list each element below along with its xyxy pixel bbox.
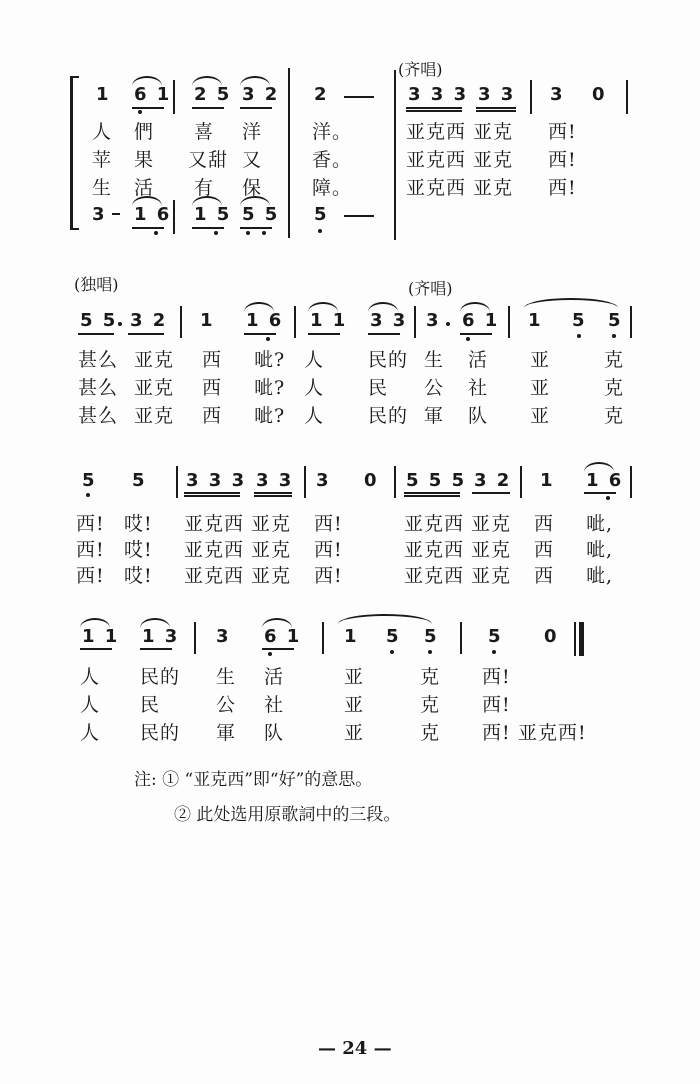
underline (192, 227, 224, 229)
note: 2 (314, 84, 329, 105)
note: 3 3 (478, 84, 516, 105)
lyric: 亚 (530, 405, 551, 427)
barline (173, 80, 175, 114)
lyric: 洋。 (312, 121, 353, 143)
lyric: 西 (202, 377, 223, 399)
lyric: 洋 (242, 121, 263, 143)
underline (404, 492, 460, 494)
lyric: 亚克 (134, 405, 175, 427)
lyric: 生 (216, 666, 237, 688)
note: 5 (132, 470, 147, 491)
lyric: 队 (264, 722, 285, 744)
lyric: 甚么 (78, 377, 119, 399)
note: 3 (216, 626, 231, 647)
slur (338, 614, 432, 624)
note: 5 5 (242, 204, 280, 225)
lyric: 克 (604, 349, 625, 371)
underline (460, 333, 492, 335)
dot (86, 493, 90, 497)
barline (394, 466, 396, 498)
note: 3 3 (370, 310, 408, 331)
underline (406, 110, 462, 112)
barline (288, 68, 290, 238)
note: 5 5 5 (406, 470, 467, 491)
slur (524, 298, 618, 308)
underline (254, 492, 292, 494)
barline (530, 80, 532, 114)
lyric: 西! (482, 722, 511, 744)
note: 3 (426, 310, 441, 331)
lyric: 亚克西 亚克 (406, 177, 514, 199)
lyric: 亚克西 亚克 (184, 565, 292, 587)
lyric: 呲? (254, 349, 286, 371)
barline (173, 200, 175, 234)
note: 5 (424, 626, 439, 647)
lyric: 亚克 (134, 349, 175, 371)
note: 5 (572, 310, 587, 331)
lyric: 呲? (254, 377, 286, 399)
underline (406, 107, 462, 109)
underline (404, 495, 460, 497)
dot (577, 334, 581, 338)
lyric: 西 (202, 349, 223, 371)
note: 3 (92, 204, 107, 225)
note: 0 (592, 84, 607, 105)
note: 1 6 (134, 204, 172, 225)
lyric: 亚 (344, 694, 365, 716)
underline (240, 227, 272, 229)
lyric: 西! (548, 121, 577, 143)
lyric: 哎! (124, 513, 153, 535)
lyric: 公 (424, 377, 445, 399)
note: 1 1 (82, 626, 120, 647)
lyric: 亚克西 亚克 (404, 565, 512, 587)
dot (446, 322, 450, 326)
underline (244, 333, 276, 335)
underline (132, 227, 164, 229)
note: 5 (386, 626, 401, 647)
lyric: 西 (534, 565, 555, 587)
note: 5 (488, 626, 503, 647)
note: 1 6 (246, 310, 284, 331)
lyric: 生 (424, 349, 445, 371)
lyric: 公 (216, 694, 237, 716)
lyric: 呲, (586, 565, 614, 587)
lyric: 甚么 (78, 349, 119, 371)
note: 5 (82, 470, 97, 491)
note: 2 5 (194, 84, 232, 105)
lyric: 西! (482, 694, 511, 716)
system-brace (70, 76, 79, 230)
lyric: 亚克西! (518, 722, 587, 744)
dot (428, 650, 432, 654)
underline (78, 333, 114, 335)
footnote-2: ② 此处选用原歌詞中的三段。 (174, 805, 401, 825)
dot (154, 231, 158, 235)
underline (368, 333, 400, 335)
lyric: 西 (534, 539, 555, 561)
lyric: 們 (134, 121, 155, 143)
slur (460, 302, 490, 312)
lyric: 克 (420, 666, 441, 688)
note: 6 1 (264, 626, 302, 647)
lyric: 人 (304, 349, 325, 371)
lyric: 呲, (586, 539, 614, 561)
lyric: 亚克 (134, 377, 175, 399)
slur (132, 196, 162, 206)
dot (246, 231, 250, 235)
lyric: 障。 (312, 177, 353, 199)
note: 5 5 (80, 310, 118, 331)
lyric: 亚克西 亚克 (406, 121, 514, 143)
lyric: 亚克西 亚克 (406, 149, 514, 171)
solo-label: (独唱) (74, 275, 119, 294)
lyric: 軍 (216, 722, 237, 744)
lyric: 西! (482, 666, 511, 688)
lyric: 人 (80, 722, 101, 744)
dash (344, 96, 374, 98)
note: 1 (528, 310, 543, 331)
slur (308, 302, 338, 312)
lyric: 社 (264, 694, 285, 716)
underline (254, 495, 292, 497)
lyric: 亚 (344, 666, 365, 688)
barline (520, 466, 522, 498)
lyric: 有 (194, 177, 215, 199)
underline (128, 333, 164, 335)
dot (268, 652, 272, 656)
note: 1 (344, 626, 359, 647)
slur (244, 302, 274, 312)
underline (140, 648, 172, 650)
note: 1 (96, 84, 111, 105)
note: 1 (200, 310, 215, 331)
dot (390, 650, 394, 654)
dot (262, 231, 266, 235)
lyric: 队 (468, 405, 489, 427)
lyric: 又甜 (188, 149, 229, 171)
lyric: 民 (140, 694, 161, 716)
lyric: 人 (304, 405, 325, 427)
final-barline-thick (579, 622, 584, 656)
underline (476, 110, 516, 112)
barline (176, 466, 178, 498)
lyric: 生 (92, 177, 113, 199)
lyric: 亚克西 亚克 (184, 539, 292, 561)
note: 0 (544, 626, 559, 647)
lyric: 克 (420, 694, 441, 716)
lyric: 哎! (124, 565, 153, 587)
slur (132, 76, 162, 86)
note: 3 (550, 84, 565, 105)
lyric: 喜 (194, 121, 215, 143)
dot (266, 337, 270, 341)
barline (322, 622, 324, 654)
underline (132, 107, 164, 109)
dash (344, 215, 374, 217)
barline (630, 466, 632, 498)
dot (492, 650, 496, 654)
lyric: 軍 (424, 405, 445, 427)
barline (626, 80, 628, 114)
lyric: 西 (202, 405, 223, 427)
note: 1 3 (142, 626, 180, 647)
lyric: 呲? (254, 405, 286, 427)
underline (584, 492, 616, 494)
lyric: 克 (604, 405, 625, 427)
page-number: — 24 — (318, 1038, 392, 1059)
lyric: 社 (468, 377, 489, 399)
chorus-label: (齐唱) (408, 279, 453, 298)
slur (240, 76, 270, 86)
note: 3 3 3 (408, 84, 469, 105)
lyric: 西! (76, 565, 105, 587)
dot (318, 229, 322, 233)
lyric: 亚克西 亚克 (404, 539, 512, 561)
lyric: 甚么 (78, 405, 119, 427)
barline (630, 306, 632, 338)
dot (118, 322, 122, 326)
lyric: 又 (242, 149, 263, 171)
underline (192, 107, 224, 109)
lyric: 西! (314, 539, 343, 561)
note: 1 1 (310, 310, 348, 331)
lyric: 克 (604, 377, 625, 399)
note: 5 (314, 204, 329, 225)
dot (606, 496, 610, 500)
lyric: 香。 (312, 149, 353, 171)
lyric: 人 (80, 694, 101, 716)
note: 3 2 (474, 470, 512, 491)
lyric: 亚 (530, 377, 551, 399)
lyric: 哎! (124, 539, 153, 561)
lyric: 保 (242, 177, 263, 199)
slur (140, 618, 170, 628)
lyric: 人 (92, 121, 113, 143)
slur (262, 618, 292, 628)
lyric: 亚克西 亚克 (404, 513, 512, 535)
lyric: 活 (264, 666, 285, 688)
barline (180, 306, 182, 338)
lyric: 西! (76, 539, 105, 561)
lyric: 克 (420, 722, 441, 744)
lyric: 西! (548, 149, 577, 171)
lyric: 呲, (586, 513, 614, 535)
barline (394, 70, 396, 240)
barline (414, 306, 416, 338)
lyric: 亚克西 亚克 (184, 513, 292, 535)
underline (184, 492, 240, 494)
lyric: 西! (76, 513, 105, 535)
dot (612, 334, 616, 338)
slur (192, 76, 222, 86)
note: 3 2 (242, 84, 280, 105)
slur (368, 302, 398, 312)
note: 6 1 (134, 84, 172, 105)
lyric: 民的 (140, 722, 181, 744)
note: 1 6 (586, 470, 624, 491)
slur (192, 196, 222, 206)
slur (240, 196, 270, 206)
lyric: 西! (314, 513, 343, 535)
note: 3 (316, 470, 331, 491)
barline (508, 306, 510, 338)
lyric: 人 (80, 666, 101, 688)
barline (304, 466, 306, 498)
lyric: 民 (368, 377, 389, 399)
final-barline-thin (574, 622, 576, 656)
lyric: 西 (534, 513, 555, 535)
lyric: 亚 (530, 349, 551, 371)
note: 1 (540, 470, 555, 491)
lyric: 民的 (368, 349, 409, 371)
note: 5 (608, 310, 623, 331)
underline (80, 648, 112, 650)
barline (294, 306, 296, 338)
lyric: 果 (134, 149, 155, 171)
dot (138, 110, 142, 114)
dot (214, 231, 218, 235)
slur (584, 462, 614, 472)
footnote-1: 注: ① “亚克西”即“好”的意思。 (134, 770, 373, 790)
underline (240, 107, 272, 109)
lyric: 西! (548, 177, 577, 199)
lyric: 苹 (92, 149, 113, 171)
slur (80, 618, 110, 628)
lyric: 民的 (368, 405, 409, 427)
dash (112, 213, 120, 215)
underline (308, 333, 340, 335)
underline (184, 495, 240, 497)
dot (466, 337, 470, 341)
underline (472, 492, 510, 494)
note: 6 1 (462, 310, 500, 331)
chorus-label: (齐唱) (398, 60, 443, 79)
lyric: 活 (468, 349, 489, 371)
underline (262, 648, 294, 650)
lyric: 活 (134, 177, 155, 199)
note: 1 5 (194, 204, 232, 225)
lyric: 人 (304, 377, 325, 399)
note: 0 (364, 470, 379, 491)
lyric: 民的 (140, 666, 181, 688)
note: 3 3 3 (186, 470, 247, 491)
barline (194, 622, 196, 654)
note: 3 2 (130, 310, 168, 331)
lyric: 西! (314, 565, 343, 587)
underline (476, 107, 516, 109)
lyric: 亚 (344, 722, 365, 744)
barline (460, 622, 462, 654)
note: 3 3 (256, 470, 294, 491)
